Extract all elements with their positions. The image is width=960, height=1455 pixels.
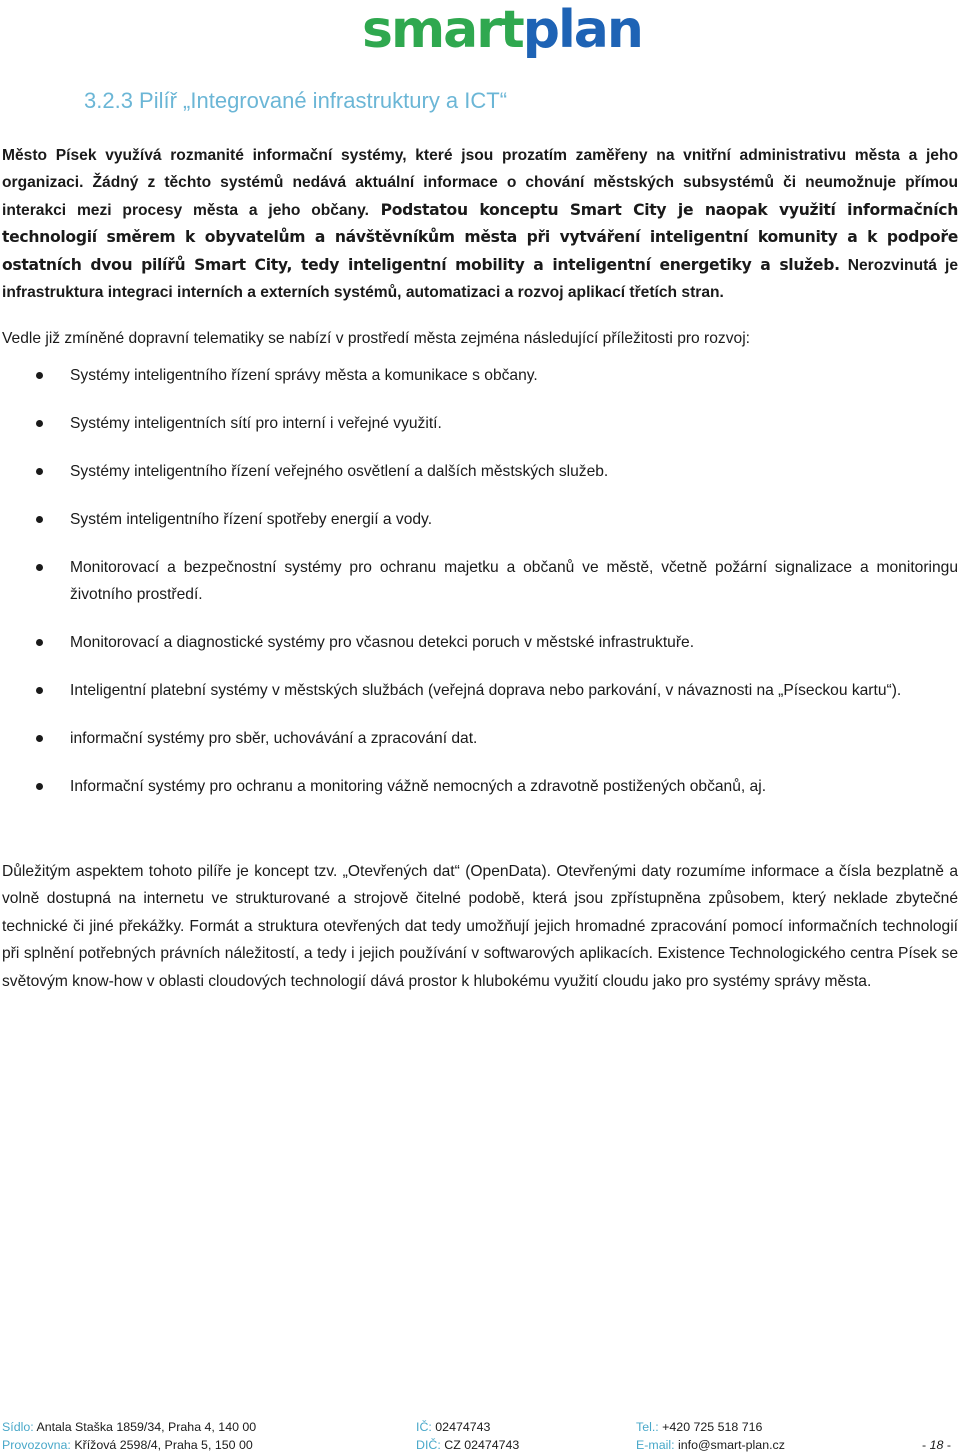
list-item bbox=[0, 677, 960, 704]
footer-ic: IČ: 02474743 bbox=[416, 1420, 491, 1434]
list-item-text: Monitorovací a diagnostické systémy pro včasnou detekci poruch v městské infrastruktuře. bbox=[70, 634, 695, 652]
bullet-icon bbox=[36, 783, 43, 790]
bullet-icon bbox=[36, 420, 43, 427]
list-item-text: Systém inteligentního řízení spotřeby energií a vody. bbox=[70, 511, 433, 528]
paragraph-opendata: Důležitým aspektem tohoto pilíře je koncept tzv. „Otevřených dat“ (OpenData). Otevřenými daty rozumíme informace a čísla bezplatně a volně dostupná na internetu ve strukturované a strojově čitelné podobě, která jsou zpřístupněna způsobem, který neklade zbytečné technické či jiné překážky. Formát a struktura otevřených dat tedy umožňují jejich hromadné zpracování pomocí informačních technologií při splnění potřebných právních náležitostí, a tedy i jejich používání v softwarových aplikacích. Existence Technologického centra Písek se světovým know-how v oblasti cloudových technologií dává prostor k hlubokému využití cloudu jako pro systémy správy města. bbox=[2, 863, 958, 990]
smartplan-logo bbox=[362, 0, 642, 62]
footer-address: Sídlo: Antala Staška 1859/34, Praha 4, 140 00 bbox=[2, 1420, 257, 1434]
logo-part-smart: smart bbox=[362, 0, 523, 60]
footer-premises: Provozovna: Křížová 2598/4, Praha 5, 150 00 bbox=[2, 1438, 253, 1452]
list-item bbox=[0, 410, 960, 437]
intro-text-part1: Město Písek využívá rozmanité informační systémy, které jsou prozatím zaměřeny na vnitřní administrativu města a jeho organizaci. Žádný z těchto systémů nedává aktuální informace o chování městských subsystémů či neumožnuje přímou interakci mezi procesy města a jeho občany. bbox=[2, 147, 958, 219]
list-item-text: Systémy inteligentního řízení veřejného osvětlení a dalších městských služeb. bbox=[70, 463, 609, 480]
list-item bbox=[0, 725, 960, 752]
list-item bbox=[0, 629, 960, 656]
list-item bbox=[0, 362, 960, 389]
bullet-icon bbox=[36, 687, 43, 694]
list-item-text: Inteligentní platební systémy v městských službách (veřejná doprava nebo parkování, v návaznosti na „Píseckou kartu“). bbox=[70, 682, 902, 700]
list-item-text: Systémy inteligentních sítí pro interní i veřejné využití. bbox=[70, 415, 442, 432]
bullet-icon bbox=[36, 516, 43, 523]
bullet-icon bbox=[36, 639, 43, 646]
intro-text-part2: Podstatou konceptu Smart City je naopak využití informačních technologií směrem k obyvatelům a návštěvníkům města při vytváření inteligentní komunity a k podpoře ostatních dvou pilířů Smart City, tedy inteligentní mobility a inteligentní energetiky a služeb. bbox=[2, 200, 959, 274]
bullet-icon bbox=[36, 372, 43, 379]
list-item bbox=[0, 458, 960, 485]
list-item bbox=[0, 554, 960, 609]
bullet-icon bbox=[36, 735, 43, 742]
list-item-text: Systémy inteligentního řízení správy města a komunikace s občany. bbox=[70, 367, 538, 384]
list-item bbox=[0, 506, 960, 533]
list-item-text: Monitorovací a bezpečnostní systémy pro ochranu majetku a občanů ve městě, včetně požární signalizace a monitoringu životního prostředí. bbox=[70, 559, 958, 604]
section-heading: 3.2.3 Pilíř „Integrované infrastruktury a ICT“ bbox=[84, 88, 508, 113]
intro-text-part3: Nerozvinutá je infrastruktura integraci interních a externích systémů, automatizaci a rozvoj aplikací třetích stran. bbox=[2, 256, 958, 302]
page-number: - 18 - bbox=[922, 1438, 951, 1452]
list-item-text: Informační systémy pro ochranu a monitoring vážně nemocných a zdravotně postižených občanů, aj. bbox=[70, 778, 767, 796]
bullet-icon bbox=[36, 564, 43, 571]
footer-dic: DIČ: CZ 02474743 bbox=[416, 1438, 520, 1452]
bullet-icon bbox=[36, 468, 43, 475]
list-item-text: informační systémy pro sběr, uchovávání a zpracování dat. bbox=[70, 730, 478, 748]
paragraph-intro bbox=[2, 142, 958, 306]
footer-phone: Tel.: +420 725 518 716 bbox=[636, 1420, 763, 1434]
footer-email: E-mail: info@smart-plan.cz bbox=[636, 1438, 785, 1452]
list-item bbox=[0, 773, 960, 800]
logo-part-plan: plan bbox=[522, 0, 642, 60]
paragraph-opportunities: Vedle již zmíněné dopravní telematiky se nabízí v prostředí města zejména následující příležitosti pro rozvoj: bbox=[2, 330, 750, 347]
opportunities-list bbox=[0, 362, 960, 821]
